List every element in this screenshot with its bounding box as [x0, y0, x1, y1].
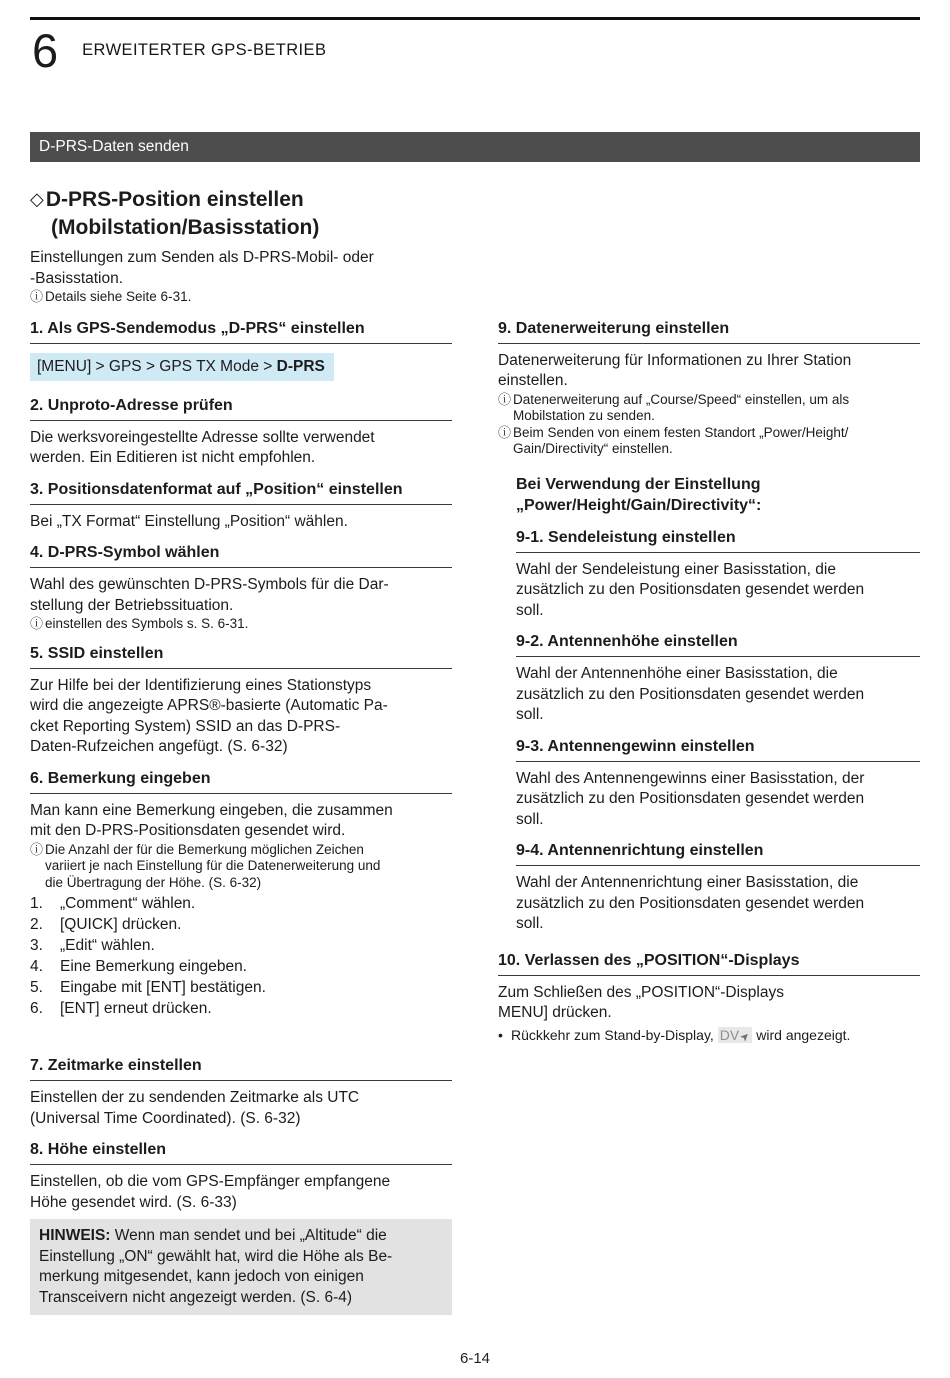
diamond-icon: ◇: [30, 189, 44, 209]
info-note-text: [45, 842, 452, 892]
info-icon: ⓘ: [30, 616, 44, 631]
top-rule: [30, 17, 920, 20]
note-line: Mobilstation zu senden.: [513, 408, 655, 423]
bullet-suffix: wird angezeigt.: [752, 1026, 851, 1043]
step-heading: 7. Zeitmarke einstellen: [30, 1056, 452, 1081]
body-line: soll.: [516, 706, 544, 723]
info-note: [498, 425, 920, 458]
info-icon: ⓘ: [30, 289, 44, 304]
body-line: Wahl des Antennengewinns einer Basisstation, der: [516, 769, 865, 787]
step-heading: 10. Verlassen des „POSITION“-Displays: [498, 951, 920, 976]
body-line: (Universal Time Coordinated). (S. 6-32): [30, 1109, 301, 1127]
chapter-number: 6: [32, 24, 59, 77]
menu-path-box: [30, 353, 334, 381]
body-line: -Basisstation.: [30, 269, 124, 287]
step-heading: 9-3. Antennengewinn einstellen: [516, 737, 920, 762]
info-icon: ⓘ: [498, 424, 512, 440]
step-4-section: [30, 543, 452, 633]
step-2-section: [30, 396, 452, 469]
body-line: Man kann eine Bemerkung eingeben, die zusammen: [30, 801, 393, 819]
info-note: [30, 289, 920, 306]
body-line: wird die angezeigte APRS®-basierte (Automatic Pa-: [30, 697, 388, 714]
step-heading: 6. Bemerkung eingeben: [30, 769, 452, 794]
menu-path-prefix: [MENU] > GPS > GPS TX Mode >: [37, 357, 277, 375]
info-note-text: einstellen des Symbols s. S. 6-31.: [45, 616, 249, 631]
list-item: [30, 935, 452, 956]
step-1-section: [30, 319, 452, 385]
bullet-item: [498, 1026, 920, 1047]
info-note: [30, 842, 452, 892]
list-number: 4.: [30, 958, 43, 975]
section-banner: D-PRS-Daten senden: [30, 132, 920, 162]
body-line: Wahl der Antennenrichtung einer Basisstation, die: [516, 874, 859, 891]
vertical-gap: [30, 1030, 452, 1056]
list-text: Eine Bemerkung eingeben.: [60, 958, 247, 975]
info-note-text: [513, 425, 920, 458]
bullet-icon: •: [498, 1026, 503, 1043]
body-line: MENU] drücken.: [498, 1004, 612, 1021]
sub-header-line2: „Power/Height/Gain/Directivity“:: [516, 496, 762, 514]
page-content: [30, 186, 920, 1326]
step-9-1-section: [516, 528, 920, 622]
hinweis-line: Einstellung „ON“ gewählt hat, wird die Höhe als Be-: [39, 1247, 393, 1265]
list-item: [30, 893, 452, 914]
intro-title-line1: D-PRS-Position einstellen: [45, 188, 304, 211]
body-line: Wahl des gewünschten D-PRS-Symbols für die Dar-: [30, 576, 389, 593]
info-note-text: Details siehe Seite 6-31.: [45, 289, 192, 304]
info-note: [498, 392, 920, 425]
right-column: [498, 319, 920, 1327]
body-line: Bei „TX Format“ Einstellung „Position“ wählen.: [30, 512, 348, 530]
step-9-2-section: [516, 632, 920, 726]
list-item: [30, 956, 452, 977]
left-column: [30, 319, 452, 1327]
body-line: soll.: [516, 810, 544, 828]
step-6-section: [30, 769, 452, 1020]
list-number: 5.: [30, 979, 43, 996]
info-icon: ⓘ: [498, 391, 512, 407]
step-heading: 9-2. Antennenhöhe einstellen: [516, 632, 920, 657]
note-line: die Übertragung der Höhe. (S. 6-32): [45, 874, 262, 890]
step-3-section: [30, 480, 452, 533]
body-line: Datenerweiterung für Informationen zu Ihrer Station: [498, 351, 852, 369]
note-line: Beim Senden von einem festen Standort „Power/Height/: [513, 424, 849, 440]
body-line: soll.: [516, 915, 544, 932]
body-line: Daten-Rufzeichen angefügt. (S. 6-32): [30, 738, 288, 755]
list-text: Eingabe mit [ENT] bestätigen.: [60, 979, 266, 996]
menu-path-bold: D-PRS: [276, 357, 325, 375]
body-line: Zur Hilfe bei der Identifizierung eines Stationstyps: [30, 676, 372, 694]
body-line: zusätzlich zu den Positionsdaten gesendet werden: [516, 894, 865, 912]
note-line: Gain/Directivity“ einstellen.: [513, 441, 673, 456]
note-line: Die Anzahl der für die Bemerkung möglichen Zeichen: [45, 841, 364, 857]
body-line: werden. Ein Editieren ist nicht empfohlen.: [30, 449, 316, 466]
intro-title-line2: (Mobilstation/Basisstation): [51, 216, 320, 239]
step-5-section: [30, 644, 452, 758]
list-number: 6.: [30, 1000, 43, 1017]
list-item: [30, 998, 452, 1019]
list-item: [30, 977, 452, 998]
body-line: cket Reporting System) SSID an das D-PRS-: [30, 717, 341, 735]
info-note-text: [513, 392, 920, 425]
note-line: variiert je nach Einstellung für die Datenerweiterung und: [45, 858, 381, 873]
step-heading: 9. Datenerweiterung einstellen: [498, 319, 920, 344]
step-9-4-section: [516, 841, 920, 935]
body-line: Wahl der Antennenhöhe einer Basisstation, die: [516, 665, 838, 682]
step-8-section: [30, 1140, 452, 1315]
list-text: „Edit“ wählen.: [60, 937, 155, 954]
step-7-section: [30, 1056, 452, 1129]
step-10-section: [498, 951, 920, 1047]
dv-indicator-badge: [718, 1027, 753, 1043]
step-heading: 5. SSID einstellen: [30, 644, 452, 669]
body-line: zusätzlich zu den Positionsdaten gesendet werden: [516, 685, 865, 703]
step-heading: 4. D-PRS-Symbol wählen: [30, 543, 452, 568]
bullet-text: [511, 1026, 850, 1047]
intro-body: [30, 248, 920, 289]
body-line: Einstellen der zu sendenden Zeitmarke als UTC: [30, 1089, 360, 1106]
body-line: Wahl der Sendeleistung einer Basisstation, die: [516, 560, 836, 578]
sub-header-line1: Bei Verwendung der Einstellung: [516, 475, 761, 493]
step-heading: 9-4. Antennenrichtung einstellen: [516, 841, 920, 866]
step-heading: 8. Höhe einstellen: [30, 1140, 452, 1165]
body-line: Einstellen, ob die vom GPS-Empfänger empfangene: [30, 1173, 391, 1190]
sub-header: [516, 474, 920, 516]
hinweis-text: Wenn man sendet und bei „Altitude“ die: [110, 1227, 387, 1244]
list-number: 2.: [30, 916, 43, 933]
two-columns: [30, 319, 920, 1327]
info-note: [30, 616, 452, 633]
hinweis-line: [39, 1226, 443, 1247]
list-text: [QUICK] drücken.: [60, 916, 182, 933]
hinweis-label: HINWEIS:: [39, 1227, 111, 1244]
hinweis-box: [30, 1219, 452, 1315]
chapter-title: ERWEITERTER GPS-BETRIEB: [82, 41, 327, 59]
list-number: 1.: [30, 895, 43, 912]
body-line: stellung der Betriebssituation.: [30, 596, 234, 614]
step-9-3-section: [516, 737, 920, 831]
hinweis-line: Transceivern nicht angezeigt werden. (S. 6-4): [39, 1288, 353, 1306]
step-heading: 2. Unproto-Adresse prüfen: [30, 396, 452, 421]
page-number: 6-14: [459, 1350, 491, 1367]
chapter-header: [32, 26, 326, 76]
hinweis-line: merkung mitgesendet, kann jedoch von einigen: [39, 1268, 364, 1285]
body-line: Die werksvoreingestellte Adresse sollte verwendet: [30, 428, 375, 446]
body-line: Zum Schließen des „POSITION“-Displays: [498, 983, 784, 1001]
numbered-list: [30, 893, 452, 1019]
body-line: mit den D-PRS-Positionsdaten gesendet wird.: [30, 822, 346, 839]
dv-label: DV: [719, 1026, 740, 1043]
step-9-section: [498, 319, 920, 516]
info-icon: ⓘ: [30, 841, 44, 857]
list-text: „Comment“ wählen.: [60, 895, 196, 912]
body-line: zusätzlich zu den Positionsdaten gesendet werden: [516, 790, 865, 807]
step-heading: 9-1. Sendeleistung einstellen: [516, 528, 920, 553]
list-text: [ENT] erneut drücken.: [60, 1000, 212, 1017]
step-heading: 3. Positionsdatenformat auf „Position“ einstellen: [30, 480, 452, 505]
list-number: 3.: [30, 937, 43, 954]
body-line: zusätzlich zu den Positionsdaten gesendet werden: [516, 581, 865, 598]
nav-arrow-icon: ➤: [737, 1029, 753, 1045]
list-item: [30, 914, 452, 935]
note-line: Datenerweiterung auf „Course/Speed“ einstellen, um als: [513, 391, 850, 407]
body-line: soll.: [516, 601, 544, 619]
step-heading: 1. Als GPS-Sendemodus „D-PRS“ einstellen: [30, 319, 452, 344]
body-line: Höhe gesendet wird. (S. 6-33): [30, 1193, 237, 1211]
body-line: einstellen.: [498, 372, 568, 389]
bullet-prefix: Rückkehr zum Stand-by-Display,: [511, 1026, 718, 1043]
body-line: Einstellungen zum Senden als D-PRS-Mobil- oder: [30, 249, 374, 266]
intro-title: [30, 186, 920, 242]
